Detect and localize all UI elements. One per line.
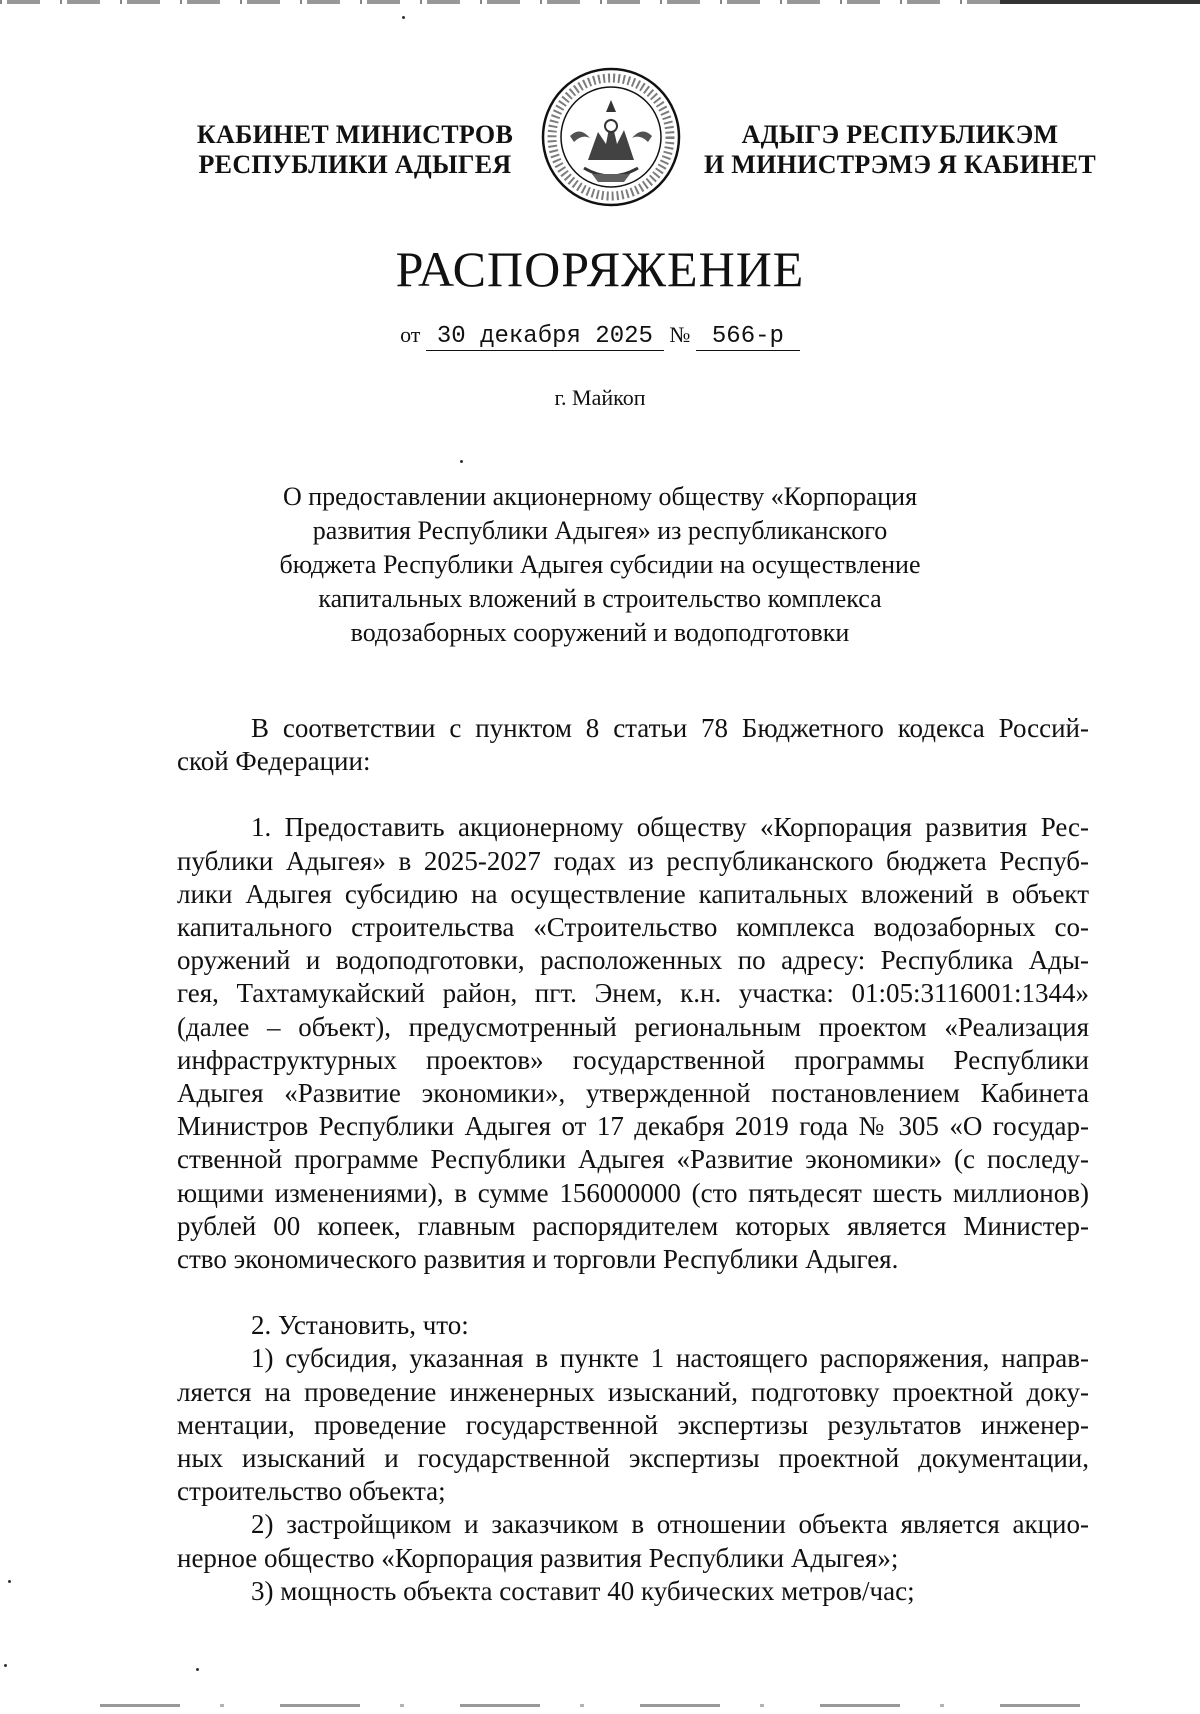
body-line: капитального строительства «Строительство комплекса водозаборных со-: [177, 912, 1089, 943]
issuer-name-line: РЕСПУБЛИКИ АДЫГЕЯ: [198, 150, 512, 179]
subject-line: развития Республики Адыгея» из республиканского: [312, 516, 888, 545]
body-line: Министров Республики Адыгея от 17 декабря 2019 года № 305 «О государ-: [177, 1111, 1089, 1142]
subject-line: капитальных вложений в строительство комплекса: [318, 584, 882, 613]
document-body: [177, 712, 1089, 1608]
body-line: строительство объекта;: [177, 1476, 446, 1507]
clause-2-heading: 2. Установить, что:: [251, 1310, 469, 1341]
number-label: №: [669, 322, 691, 347]
date-number-line: [0, 322, 1200, 351]
body-line: 3) мощность объекта составит 40 кубических метров/час;: [251, 1575, 915, 1606]
document-date: 30 декабря 2025: [426, 323, 664, 351]
body-line: рублей 00 копеек, главным распорядителем которых является Министер-: [177, 1210, 1089, 1241]
body-line: лики Адыгея субсидию на осуществление капитальных вложений в объект: [177, 878, 1089, 909]
body-line: ментации, проведение государственной экспертизы результатов инженер-: [177, 1409, 1089, 1440]
body-line: 2) застройщиком и заказчиком в отношении объекта является акцио-: [251, 1509, 1089, 1540]
document-subject: [200, 480, 1000, 650]
body-line: В соответствии с пунктом 8 статьи 78 Бюджетного кодекса Россий-: [251, 713, 1089, 743]
scan-edge-bottom: [100, 1704, 1100, 1707]
preamble-paragraph: [177, 712, 1089, 778]
body-line: ственной программе Республики Адыгея «Развитие экономики» (с последу-: [177, 1144, 1089, 1175]
issuer-name-russian: [190, 120, 520, 180]
scan-speck: [8, 1580, 11, 1583]
body-line: инфраструктурных проектов» государственной программы Республики: [177, 1044, 1089, 1075]
issuer-name-line: КАБИНЕТ МИНИСТРОВ: [196, 120, 514, 149]
clause-2-paragraph: [177, 1309, 1089, 1608]
body-line: 1) субсидия, указанная в пункте 1 настоящего распоряжения, направ-: [251, 1343, 1089, 1374]
body-line: ных изысканий и государственной экспертизы проектной документации,: [177, 1443, 1089, 1474]
clause-1-paragraph: [177, 811, 1089, 1276]
body-line: ство экономического развития и торговли Республики Адыгея.: [177, 1244, 899, 1275]
scan-speck: [460, 460, 463, 463]
subject-line: О предоставлении акционерному обществу «Корпорация: [282, 482, 918, 511]
scan-speck: [4, 1664, 7, 1667]
body-line: оружений и водоподготовки, расположенных по адресу: Республика Ады-: [177, 945, 1089, 976]
body-line: 1. Предоставить акционерному обществу «Корпорация развития Рес-: [251, 812, 1089, 843]
scan-speck: [196, 1668, 199, 1671]
body-line: публики Адыгея» в 2025-2027 годах из республиканского бюджета Респуб-: [177, 845, 1089, 876]
scan-edge-top-right: [1000, 0, 1200, 4]
date-prefix: от: [400, 322, 421, 347]
body-line: ской Федерации:: [177, 746, 371, 777]
body-line: ющими изменениями), в сумме 156000000 (сто пятьдесят шесть миллионов): [177, 1177, 1089, 1208]
document-city: г. Майкоп: [554, 385, 646, 410]
body-line: ляется на проведение инженерных изысканий, подготовку проектной доку-: [177, 1376, 1089, 1407]
body-line: нерное общество «Корпорация развития Республики Адыгея»;: [177, 1542, 899, 1573]
coat-of-arms-emblem: [540, 66, 682, 208]
issuer-name-adyghe: [700, 120, 1100, 180]
body-line: Адыгея «Развитие экономики», утвержденной постановлением Кабинета: [177, 1078, 1089, 1109]
issuer-name-line: АДЫГЭ РЕСПУБЛИКЭМ: [741, 120, 1059, 149]
body-line: гея, Тахтамукайский район, пгт. Энем, к.н. участка: 01:05:3116001:1344»: [177, 978, 1089, 1009]
document-type-title: РАСПОРЯЖЕНИЕ: [395, 241, 805, 297]
subject-line: бюджета Республики Адыгея субсидии на осуществление: [279, 550, 921, 579]
issuer-name-line: И МИНИСТРЭМЭ Я КАБИНЕТ: [703, 150, 1097, 179]
document-number: 566-р: [696, 323, 800, 351]
subject-line: водозаборных сооружений и водоподготовки: [350, 618, 850, 647]
scan-speck: [402, 16, 405, 19]
body-line: (далее – объект), предусмотренный региональным проектом «Реализация: [177, 1011, 1089, 1042]
